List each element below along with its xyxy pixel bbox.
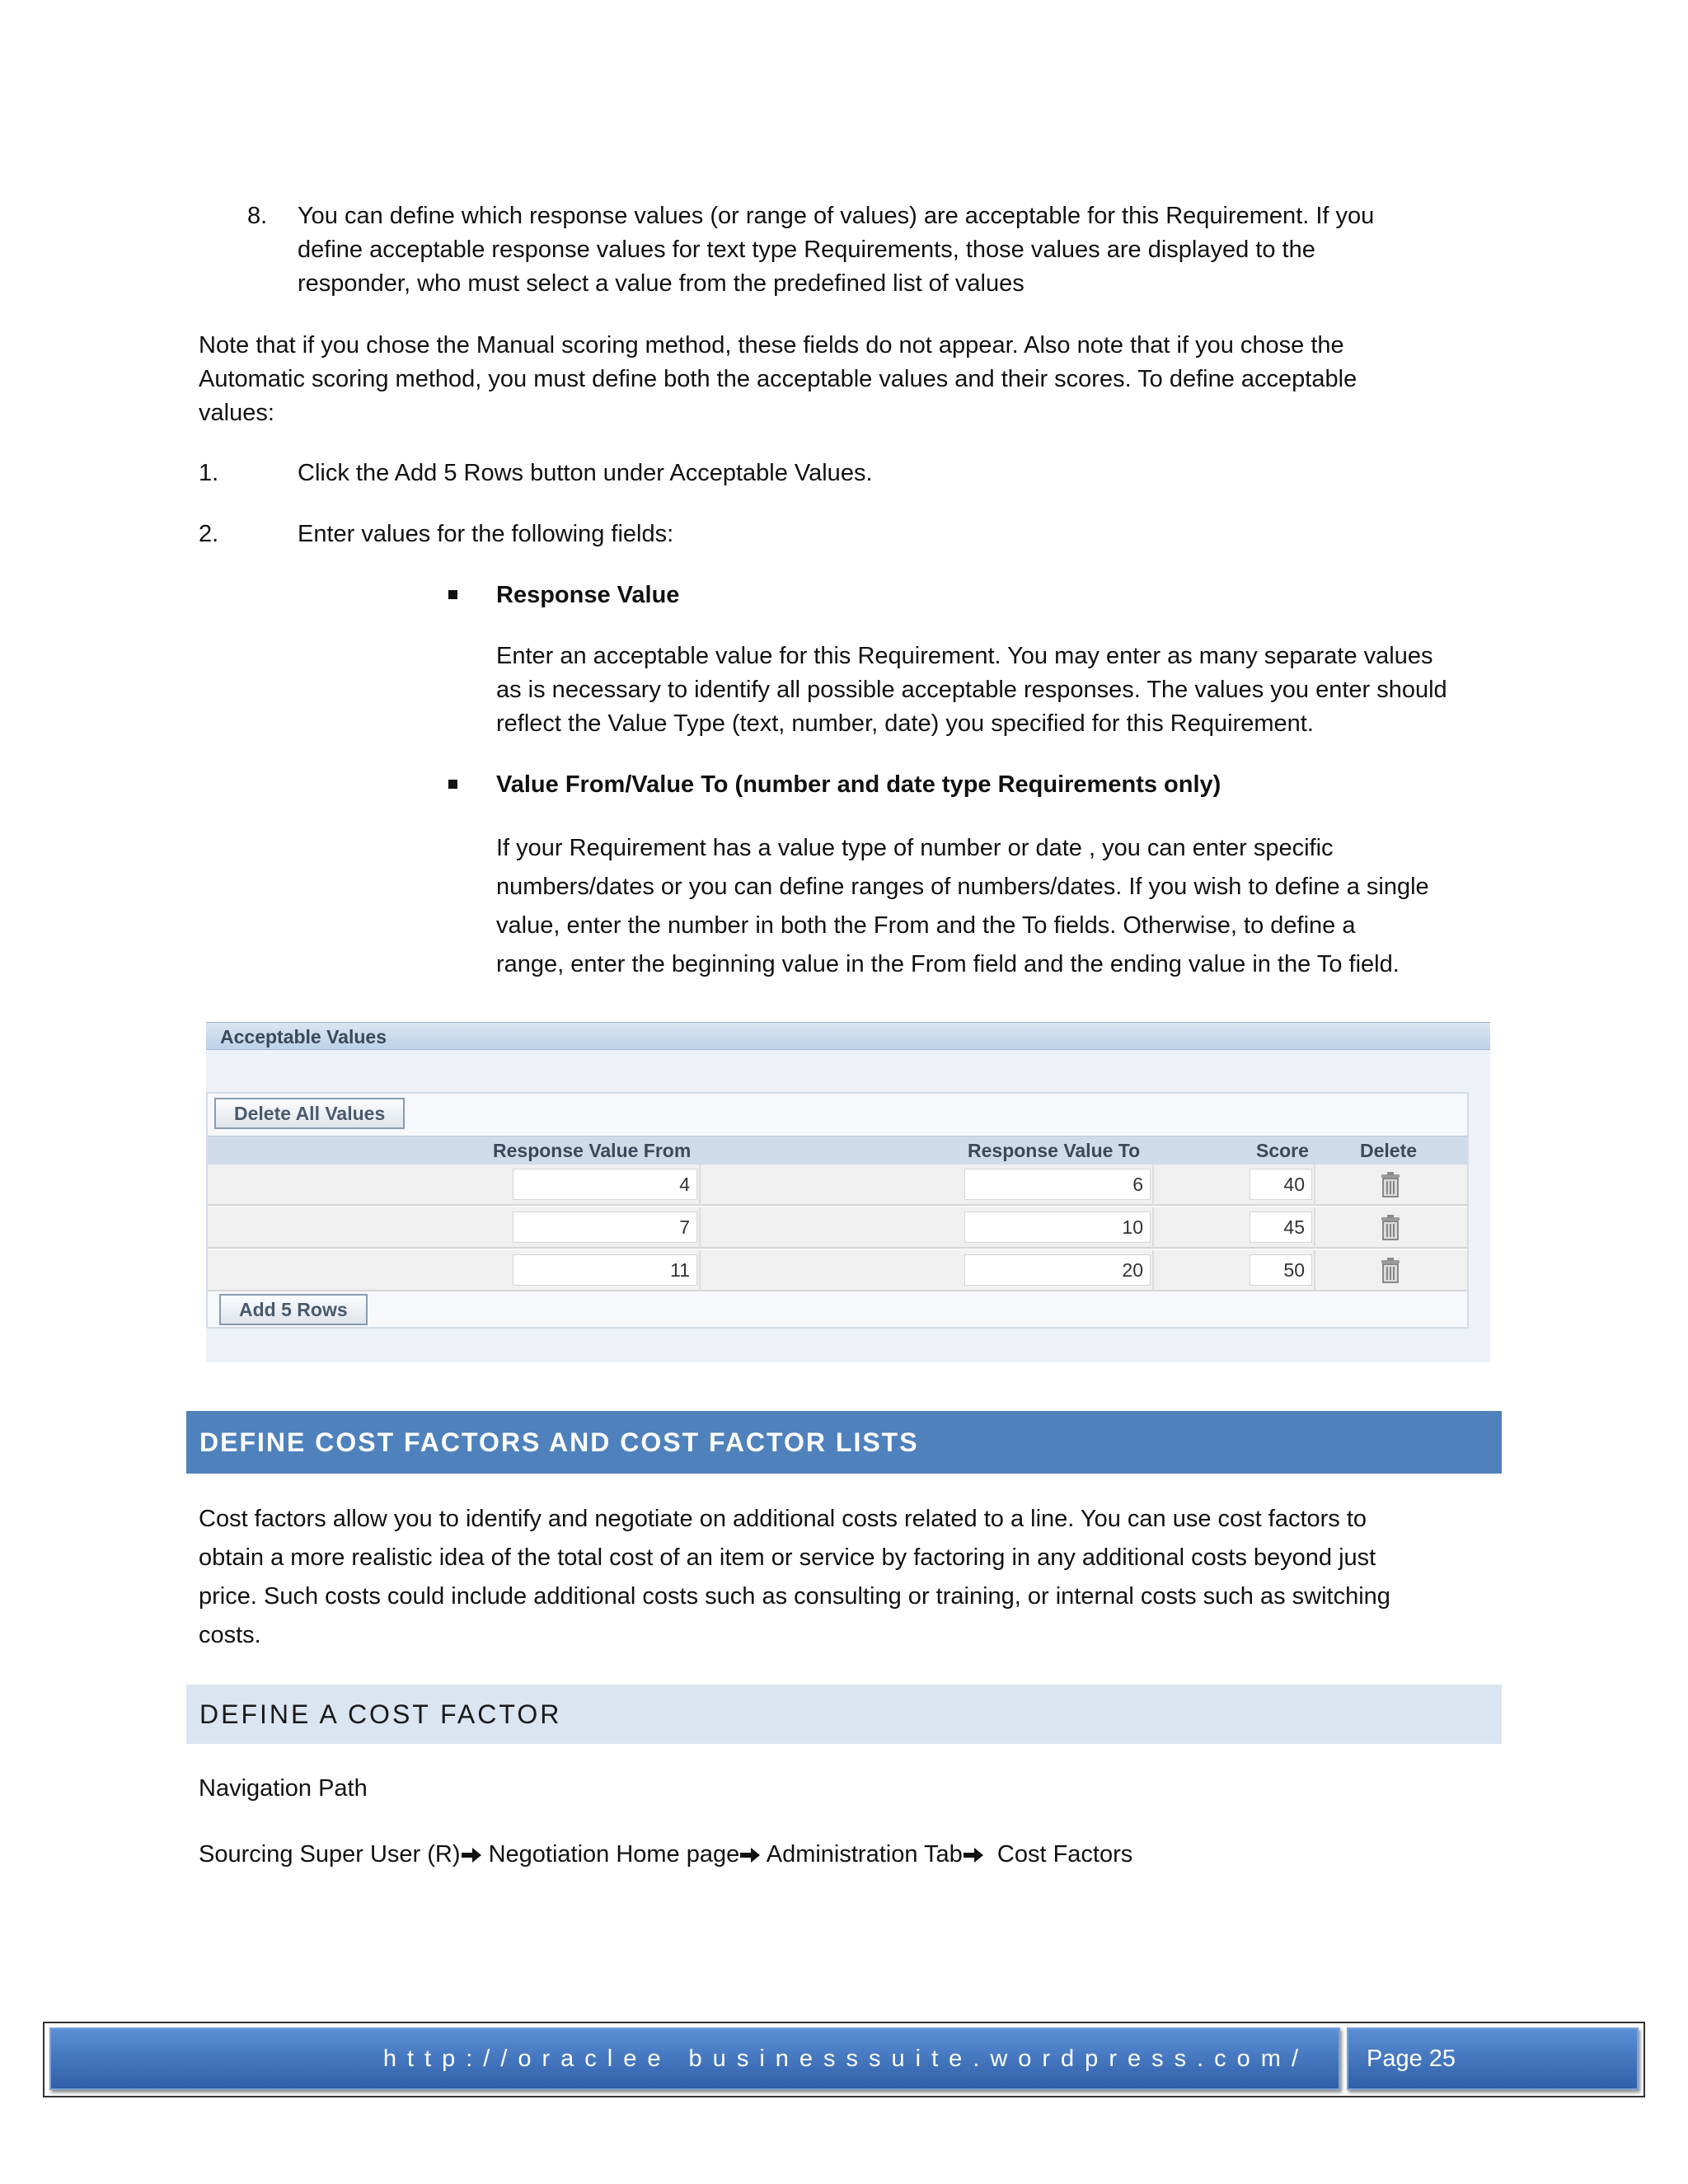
navigation-path-label: Navigation Path bbox=[199, 1775, 368, 1802]
table-row bbox=[208, 1207, 1467, 1249]
section-heading-define-cost-factor bbox=[186, 1685, 1502, 1744]
delete-all-values-button[interactable]: Delete All Values bbox=[214, 1098, 405, 1129]
trash-icon[interactable] bbox=[1380, 1258, 1401, 1284]
section-heading-text: DEFINE A COST FACTOR bbox=[199, 1699, 562, 1729]
step-8-line: define acceptable response values for text type Requirements, those values are displayed to the bbox=[298, 237, 1315, 263]
field-line: reflect the Value Type (text, number, date) you specified for this Requirement. bbox=[496, 710, 1314, 737]
table-header-row bbox=[208, 1136, 1467, 1165]
footer-url[interactable]: http://oraclee businesssuite.wordpress.com/ bbox=[49, 2027, 1340, 2090]
paragraph-line: obtain a more realistic idea of the total cost of an item or service by factoring in any additional costs beyond just bbox=[199, 1544, 1376, 1571]
note-line: values: bbox=[199, 400, 274, 426]
field-line: range, enter the beginning value in the From field and the ending value in the To field. bbox=[496, 951, 1400, 977]
field-line: value, enter the number in both the From and the To fields. Otherwise, to define a bbox=[496, 912, 1356, 939]
response-value-to-input[interactable]: 10 bbox=[964, 1212, 1151, 1243]
step-8-line: You can define which response values (or range of values) are acceptable for this Requirement. If you bbox=[298, 203, 1375, 229]
table-row bbox=[208, 1250, 1467, 1291]
step-2-text: Enter values for the following fields: bbox=[298, 521, 674, 547]
table-row bbox=[208, 1165, 1467, 1206]
acceptable-values-header: Acceptable Values bbox=[206, 1022, 1490, 1050]
note-paragraph bbox=[199, 329, 1517, 430]
acceptable-values-table bbox=[206, 1092, 1469, 1329]
trash-icon[interactable] bbox=[1380, 1215, 1401, 1241]
field-title-value-from-to: Value From/Value To (number and date type Requirements only) bbox=[496, 771, 1221, 798]
footer-page-number: Page 25 bbox=[1347, 2027, 1639, 2090]
step-1-number: 1. bbox=[199, 460, 219, 486]
response-value-from-input[interactable]: 7 bbox=[513, 1212, 697, 1243]
note-line: Note that if you chose the Manual scoring method, these fields do not appear. Also note that if you chose the bbox=[199, 332, 1344, 359]
bullet-square-icon bbox=[448, 780, 457, 789]
nav-step: Sourcing Super User (R) bbox=[199, 1841, 461, 1868]
paragraph-line: price. Such costs could include additional costs such as consulting or training, or internal costs such as switching bbox=[199, 1583, 1390, 1610]
field-description-response-value bbox=[496, 640, 1510, 741]
column-header-response-value-from: Response Value From bbox=[493, 1140, 692, 1161]
section-heading-text: DEFINE COST FACTORS AND COST FACTOR LISTS bbox=[199, 1427, 919, 1457]
acceptable-values-panel bbox=[206, 1022, 1490, 1362]
nav-step: Negotiation Home page bbox=[488, 1841, 740, 1868]
step-1-text: Click the Add 5 Rows button under Acceptable Values. bbox=[298, 460, 873, 486]
note-line: Automatic scoring method, you must define both the acceptable values and their scores. To define acceptable bbox=[199, 366, 1357, 392]
step-2-number: 2. bbox=[199, 521, 219, 547]
field-description-value-from-to bbox=[496, 829, 1510, 984]
paragraph-line: costs. bbox=[199, 1622, 261, 1648]
response-value-from-input[interactable]: 11 bbox=[513, 1254, 697, 1286]
score-input[interactable]: 45 bbox=[1250, 1212, 1312, 1243]
column-header-response-value-to: Response Value To bbox=[968, 1140, 1141, 1161]
arrow-right-icon bbox=[461, 1847, 482, 1863]
arrow-right-icon bbox=[739, 1847, 761, 1863]
nav-step: Administration Tab bbox=[766, 1841, 963, 1868]
step-8-number: 8. bbox=[247, 203, 268, 229]
score-input[interactable]: 50 bbox=[1250, 1254, 1312, 1286]
step-8-line: responder, who must select a value from the predefined list of values bbox=[298, 270, 1025, 297]
field-line: as is necessary to identify all possible acceptable responses. The values you enter should bbox=[496, 677, 1447, 703]
field-line: If your Requirement has a value type of number or date , you can enter specific bbox=[496, 835, 1334, 861]
column-header-score: Score bbox=[1256, 1140, 1309, 1161]
field-title-response-value: Response Value bbox=[496, 582, 680, 608]
section-heading-cost-factors bbox=[186, 1411, 1502, 1474]
trash-icon[interactable] bbox=[1380, 1172, 1401, 1198]
add-5-rows-button[interactable]: Add 5 Rows bbox=[219, 1294, 368, 1325]
bullet-square-icon bbox=[448, 590, 457, 599]
response-value-to-input[interactable]: 20 bbox=[964, 1254, 1151, 1286]
column-header-delete: Delete bbox=[1360, 1140, 1418, 1161]
response-value-to-input[interactable]: 6 bbox=[964, 1169, 1151, 1200]
field-line: Enter an acceptable value for this Requirement. You may enter as many separate values bbox=[496, 643, 1433, 669]
score-input[interactable]: 40 bbox=[1250, 1169, 1312, 1200]
nav-step: Cost Factors bbox=[996, 1841, 1133, 1868]
step-8-text bbox=[298, 199, 1493, 301]
paragraph-line: Cost factors allow you to identify and negotiate on additional costs related to a line. You can use cost factors to bbox=[199, 1506, 1367, 1532]
navigation-path bbox=[199, 1838, 1132, 1872]
arrow-right-icon bbox=[963, 1847, 984, 1863]
cost-factors-paragraph bbox=[199, 1500, 1517, 1655]
response-value-from-input[interactable]: 4 bbox=[513, 1169, 697, 1200]
field-line: numbers/dates or you can define ranges of numbers/dates. If you wish to define a single bbox=[496, 874, 1429, 900]
